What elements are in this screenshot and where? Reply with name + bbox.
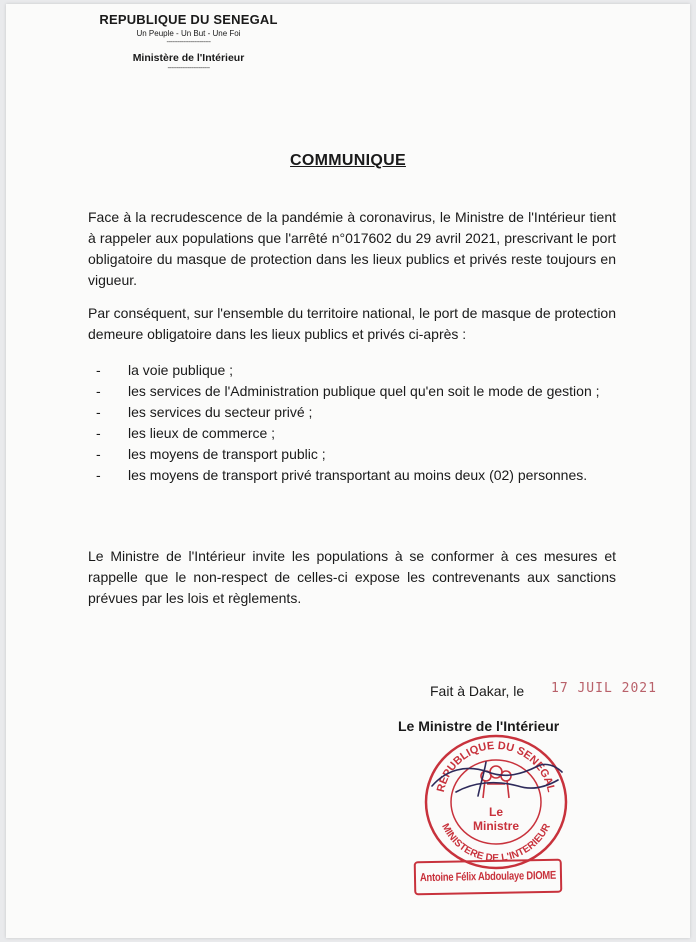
letterhead: [86, 12, 291, 73]
document-title: COMMUNIQUE: [290, 152, 406, 169]
list-item: - la voie publique ;: [96, 360, 616, 381]
list-item: - les moyens de transport public ;: [96, 444, 616, 465]
list-marker: -: [96, 467, 101, 483]
name-stamp: [414, 859, 563, 896]
list-marker: -: [96, 383, 101, 399]
consequence-paragraph: Par conséquent, sur l'ensemble du territoire national, le port de masque de protection demeure obligatoire dans les lieux publics et privés ci-après :: [88, 305, 616, 342]
handwritten-signature: [426, 752, 571, 812]
list-marker: -: [96, 404, 101, 420]
closing-paragraph: Le Ministre de l'Intérieur invite les populations à se conformer à ces mesures et rappelle que le non-respect de celles-ci expose les contrevenants aux sanctions prévues par les lois et règlements.: [88, 548, 616, 606]
list-item: - les services de l'Administration publique quel qu'en soit le mode de gestion ;: [96, 381, 616, 402]
signatory-title: Le Ministre de l'Intérieur: [398, 718, 560, 734]
ministry-name: Ministère de l'Intérieur: [132, 52, 245, 64]
list-marker: -: [96, 362, 101, 378]
list-marker: -: [96, 446, 101, 462]
country-name: REPUBLIQUE DU SENEGAL: [99, 12, 278, 27]
seal-bottom-text: MINISTERE DE L'INTERIEUR: [439, 821, 553, 864]
ministry-separator: -----------------------: [167, 65, 210, 72]
seal-center-line1: Le: [488, 805, 504, 819]
seal-top-text: REPUBLIQUE DU SENEGAL: [434, 739, 558, 794]
seal-center-line2: Ministre: [472, 819, 520, 833]
header-separator: ------------------------: [166, 39, 211, 46]
signatory-name: Antoine Félix Abdoulaye DIOME: [419, 869, 557, 885]
national-motto: Un Peuple - Un But - Une Foi: [136, 29, 241, 38]
places-list: [96, 360, 616, 486]
list-item: - les moyens de transport privé transportant au moins deux (02) personnes.: [96, 465, 616, 486]
list-item: - les lieux de commerce ;: [96, 423, 616, 444]
list-item: - les services du secteur privé ;: [96, 402, 616, 423]
signing-place: Fait à Dakar, le: [430, 683, 525, 699]
document-page: [6, 4, 690, 938]
intro-paragraph: Face à la recrudescence de la pandémie à coronavirus, le Ministre de l'Intérieur tient à rappeler aux populations que l'arrêté n°017602 du 29 avril 2021, prescrivant le port obligatoire du masque de protection dans les lieux publics et privés reste toujours en vigueur.: [88, 209, 616, 288]
date-stamp: 17 JUIL 2021: [551, 681, 657, 696]
list-marker: -: [96, 425, 101, 441]
